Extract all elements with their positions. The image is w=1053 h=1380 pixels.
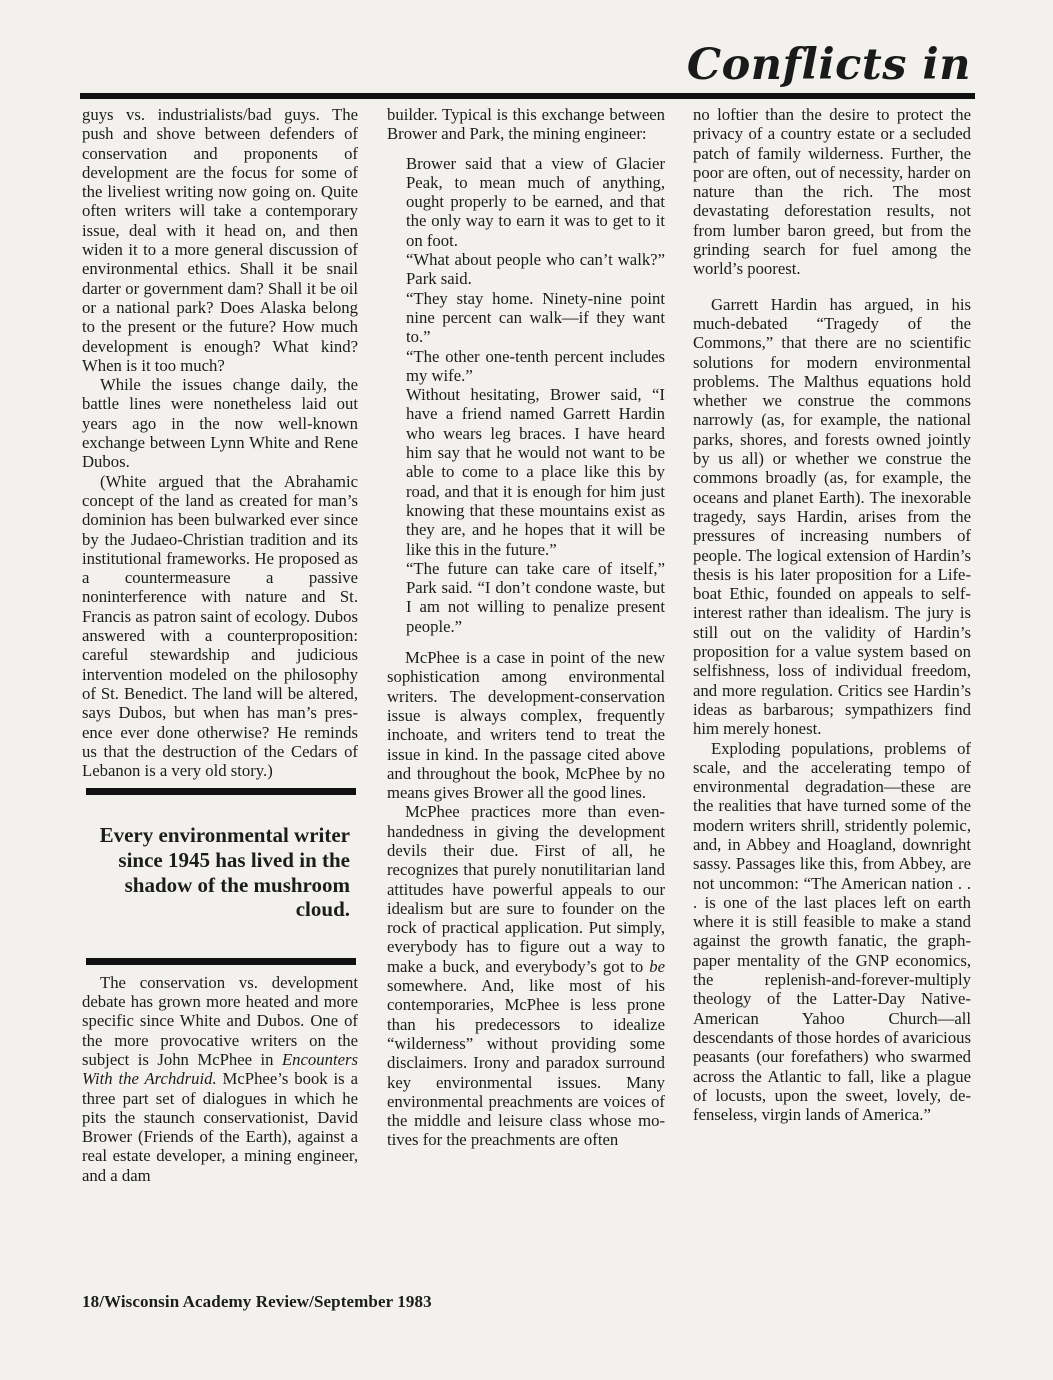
quote-paragraph: Brower said that a view of Glacier Peak, to mean much of anything, ought properly to be earned, and that the only way to earn it was to get to it on foot.: [406, 153, 665, 250]
text-run: The conservation vs. development debate has grown more heated and more specific since White and Dubos. One of the more provocative writers on the subject is John McPhee in: [82, 972, 358, 1069]
quote-paragraph: “They stay home. Ninety-nine point nine percent can walk—if they want to.”: [406, 288, 665, 347]
col2-paragraph-2: McPhee is a case in point of the new sophistication among environmental writers. The development-conservation issue is always complex, frequently inchoate, and writers tend to treat the issue in kind. In the passage cited above and throughout the book, McPhee by no means gives Brower all the good lines.: [387, 648, 665, 803]
pull-quote-bottom-rule: [86, 958, 356, 965]
col3-paragraph-3: Exploding populations, problems of scale, and the accelerating tempo of environmental degradation—these are the realities that have turned some of the modern writers shrill, stridently polemic, and, in Abbey and Hoagland, downright sassy. Passages like this, from Abbey, are not uncommon: “The American nation . . . is one of the last places left on earth where it is still feasible to make a stand against the growth fanatic, the graph-paper mentality of the GNP economics, the replenish-and-forever-multiply theology of the Latter-Day Native-American Yahoo Church—all descendants of those hordes of avaricious peasants (our forefathers) who swarmed across the Atlantic to fall, like a plague of locusts, upon the sweet, lovely, defenseless, virgin lands of America.”: [693, 738, 971, 1125]
col2-paragraph-1: builder. Typical is this exchange between Brower and Park, the mining engineer:: [387, 105, 665, 144]
pull-quote-line: since 1945 has lived in the: [118, 847, 350, 872]
block-quote: [387, 154, 665, 636]
page-header-title: Conflicts in: [686, 40, 971, 90]
book-title: Encounters With the Archdruid.: [82, 1049, 358, 1089]
quote-paragraph: Without hesitating, Brower said, “I have a friend named Garrett Hardin who wears leg braces. I have heard him say that he would not want to be able to come to a place like this by road, and that it is enough for him just knowing that these mountains exist as they are, and he hopes that it will be like this in the future.”: [406, 385, 665, 559]
page-footer: 18/Wisconsin Academy Review/September 1983: [82, 1292, 432, 1311]
pull-quote-line: shadow of the mushroom: [124, 872, 350, 897]
column-1: [82, 105, 358, 1185]
text-run: somewhere. And, like most of his contemporaries, McPhee is less prone than his predecessors to idealize “wilderness” without providing some disclaimers. Irony and paradox surround key environmental issues. Many environmental preachments are voices of the middle and leisure class whose motives for the preachments are often: [387, 976, 665, 1150]
header-rule: [80, 93, 975, 99]
pull-quote-line: Every environmental writer: [99, 823, 350, 848]
pull-quote: [82, 795, 358, 949]
text-run: McPhee practices more than even-handedness in giving the development devils their due. First of all, he recognizes that purely nonutilitarian land attitudes have powerful appeals to our idealism but are sure to founder on the rock of practical application. Put simply, everybody has to figure out a way to make a buck, and everybody’s got to: [387, 802, 665, 976]
quote-paragraph: “What about people who can’t walk?” Park said.: [406, 250, 665, 289]
col3-paragraph-1: no loftier than the desire to protect the privacy of a country estate or a secluded patch of family wilderness. Further, the poor are often, out of necessity, harder on nature than the rich. The most devastating deforestation results, not from lumber baron greed, but from the grinding search for fuel among the world’s poorest.: [693, 105, 971, 279]
pull-quote-line: cloud.: [295, 897, 350, 922]
col1-paragraph-3: (White argued that the Abrahamic concept of the land as created for man’s dominion has been bulwarked ever since by the Judaeo-Christian tradition and its institutional frameworks. He proposed as a countermeasure a passive noninterference with nature and St. Francis as patron saint of ecology. Dubos answered with a counterproposition: careful stewardship and judicious intervention modeled on the philosophy of St. Benedict. The land will be altered, says Dubos, but when has man’s presence ever done otherwise? He reminds us that the destruction of the Cedars of Lebanon is a very old story.): [82, 471, 358, 781]
col2-paragraph-3: [387, 802, 665, 1149]
col1-paragraph-2: While the issues change daily, the battle lines were nonetheless laid out years ago in the now well-known exchange between Lynn White and Rene Dubos.: [82, 375, 358, 472]
column-3: [693, 105, 971, 1124]
text-run: McPhee’s book is a three part set of dialogues in which he pits the staunch conservationist, David Brower (Friends of the Earth), against a real estate developer, a mining engineer, and a dam: [82, 1069, 358, 1185]
col1-paragraph-4: [82, 973, 358, 1185]
column-2: [387, 105, 665, 1150]
quote-paragraph: “The other one-tenth percent includes my wife.”: [406, 346, 665, 385]
quote-paragraph: “The future can take care of itself,” Park said. “I don’t condone waste, but I am not willing to penalize present people.”: [406, 558, 665, 636]
col3-paragraph-2: Garrett Hardin has argued, in his much-debated “Tragedy of the Commons,” that there are no scientific solutions for modern environmental problems. The Malthus equations hold whether we construe the commons narrowly (as, for example, the national parks, shores, and forests owned jointly by us all) or whether we construe the commons broadly (as, for example, the oceans and planet Earth). The inexorable tragedy, says Hardin, arises from the pressures of increasing numbers of people. The logical extension of Hardin’s thesis is his later proposition for a Lifeboat Ethic, founded on appeals to self-interest rather than idealism. The jury is still out on the validity of Hardin’s proposition for a value system based on selfishness, loss of individual freedom, and more regulation. Critics see Hardin’s ideas as barbarous; sympathizers find him merely honest.: [693, 294, 971, 739]
emphasis: be: [649, 956, 665, 976]
col1-paragraph-1: guys vs. industrialists/bad guys. The push and shove between defenders of conservation and proponents of development are the focus for some of the liveliest writing now going on. Quite often writers will take a contemporary issue, deal with it head on, and then widen it to a more general discussion of environmental ethics. Shall it be snail darter or government dam? Shall it be oil or a national park? Does Alaska belong to the present or the future? How much development is enough? What kind? When is it too much?: [82, 105, 358, 375]
pull-quote-top-rule: [86, 788, 356, 795]
